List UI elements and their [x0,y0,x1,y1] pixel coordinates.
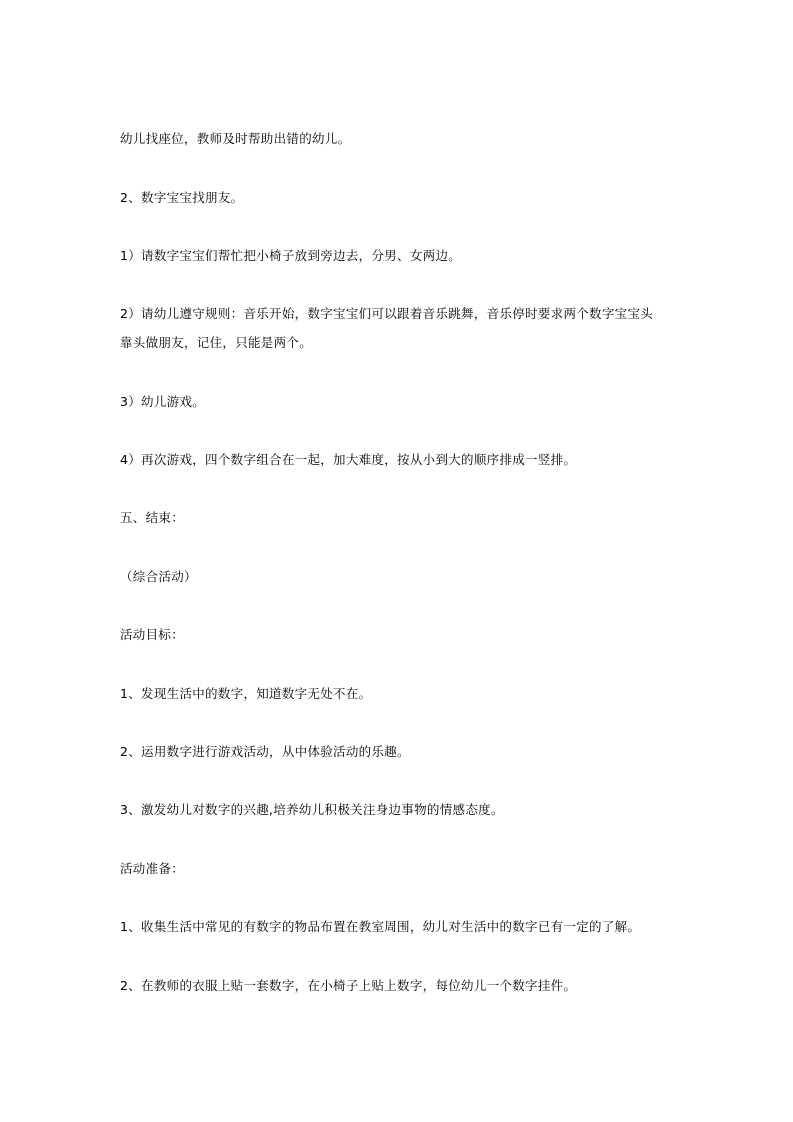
paragraph-line: 2）请幼儿遵守规则：音乐开始，数字宝宝们可以跟着音乐跳舞，音乐停时要求两个数字宝宝头 [120,306,654,321]
section-heading: 五、结束： [120,510,185,525]
paragraph-line: 1、发现生活中的数字，知道数字无处不在。 [120,686,372,701]
section-heading: （综合活动） [120,569,197,584]
paragraph-line: 2、数字宝宝找朋友。 [120,190,244,205]
section-heading: 活动目标： [120,627,185,642]
paragraph-line: 2、在教师的衣服上贴一套数字，在小椅子上贴上数字，每位幼儿一个数字挂件。 [120,978,577,993]
paragraph-line: 靠头做朋友，记住，只能是两个。 [120,335,313,350]
paragraph-line: 幼儿找座位，教师及时帮助出错的幼儿。 [120,131,351,146]
paragraph-line: 3）幼儿游戏。 [120,394,206,409]
paragraph-line: 1、收集生活中常见的有数字的物品布置在教室周围，幼儿对生活中的数字已有一定的了解。 [120,919,641,934]
paragraph-line: 1）请数字宝宝们帮忙把小椅子放到旁边去，分男、女两边。 [120,248,462,263]
paragraph-line: 2、运用数字进行游戏活动，从中体验活动的乐趣。 [120,744,410,759]
paragraph-line: 3、激发幼儿对数字的兴趣,培养幼儿积极关注身边事物的情感态度。 [120,802,504,817]
paragraph-line: 4）再次游戏，四个数字组合在一起，加大难度，按从小到大的顺序排成一竖排。 [120,452,577,467]
section-heading: 活动准备： [120,861,185,876]
